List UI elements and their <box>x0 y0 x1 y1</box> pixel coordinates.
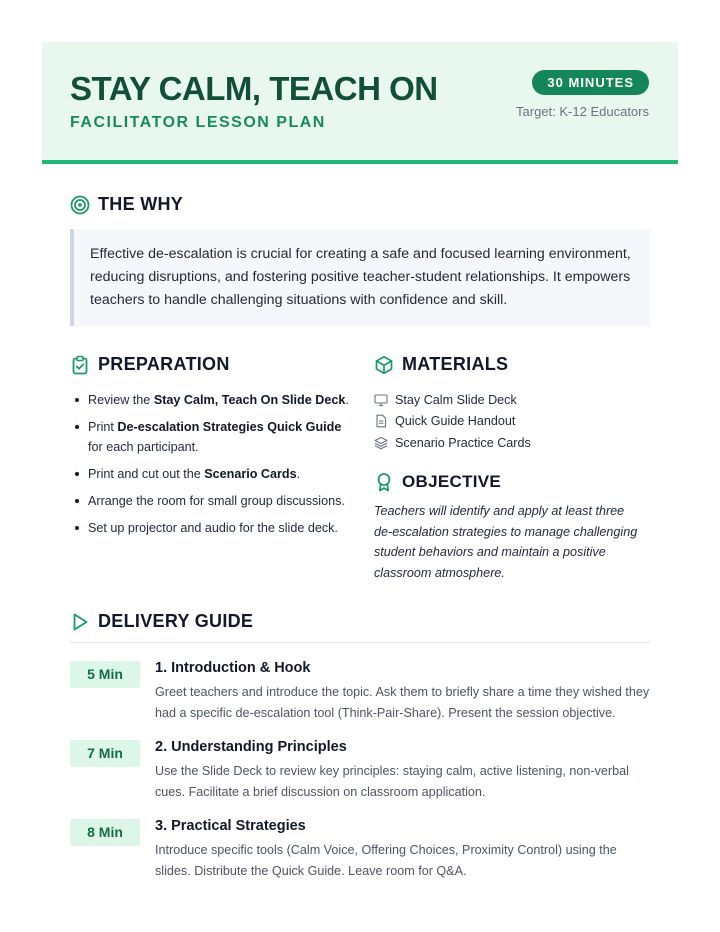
section-materials-heading <box>374 354 508 375</box>
list-item <box>374 389 531 411</box>
step-time-badge: 7 Min <box>70 740 140 767</box>
section-delivery-heading <box>70 611 253 632</box>
section-why-label: THE WHY <box>98 194 184 214</box>
list-item: Print De-escalation Strategies Quick Guide for each participant. <box>88 417 358 457</box>
step-time-badge: 5 Min <box>70 661 140 688</box>
material-label: Quick Guide Handout <box>395 414 516 429</box>
step-title: 3. Practical Strategies <box>155 818 306 834</box>
layers-icon <box>374 436 388 450</box>
section-objective-label: OBJECTIVE <box>402 472 502 491</box>
why-callout: Effective de-escalation is crucial for creating a safe and focused learning environment, reducing disruptions, and fostering positive teacher-student relationships. It empowers teachers to handle challenging situations with confidence and skill. <box>70 229 650 326</box>
monitor-icon <box>374 393 388 407</box>
clipboard-check-icon <box>70 355 90 375</box>
header-banner <box>42 42 678 164</box>
duration-badge: 30 MINUTES <box>532 70 649 95</box>
list-item: Set up projector and audio for the slide deck. <box>88 518 358 538</box>
step-description: Use the Slide Deck to review key principles: staying calm, active listening, non-verbal cues. Facilitate a brief discussion on classroom application. <box>155 764 629 799</box>
step-title: 2. Understanding Principles <box>155 739 347 755</box>
step-description: Greet teachers and introduce the topic. Ask them to briefly share a time they wished they had a specific de-escalation tool (Think-Pair-Share). Present the session objective. <box>155 685 650 720</box>
box-icon <box>374 355 394 375</box>
page-subtitle: FACILITATOR LESSON PLAN <box>70 114 326 131</box>
material-label: Stay Calm Slide Deck <box>395 392 517 407</box>
objective-text: Teachers will identify and apply at least three de-escalation strategies to manage challenging student behaviors and maintain a positive classroom atmosphere. <box>374 504 638 580</box>
list-item: Arrange the room for small group discussions. <box>88 491 358 511</box>
step-description: Introduce specific tools (Calm Voice, Offering Choices, Proximity Control) using the slides. Distribute the Quick Guide. Leave room for Q&A. <box>155 843 617 878</box>
material-label: Scenario Practice Cards <box>395 435 531 450</box>
section-preparation-label: PREPARATION <box>98 354 230 374</box>
play-icon <box>70 612 90 632</box>
page-title: STAY CALM, TEACH ON <box>70 70 438 107</box>
list-item <box>374 411 531 433</box>
list-item: Print and cut out the Scenario Cards. <box>88 464 358 484</box>
section-materials-label: MATERIALS <box>402 354 509 374</box>
list-item <box>374 432 531 454</box>
section-why-heading <box>70 194 183 215</box>
section-delivery-label: DELIVERY GUIDE <box>98 611 254 631</box>
audience-label: Target: K-12 Educators <box>516 104 649 119</box>
target-icon <box>70 195 90 215</box>
list-item: Review the Stay Calm, Teach On Slide Deck. <box>88 390 358 410</box>
section-objective-heading <box>374 472 501 492</box>
section-preparation-heading <box>70 354 230 375</box>
step-title: 1. Introduction & Hook <box>155 660 311 676</box>
lesson-plan-page <box>42 42 678 878</box>
section-divider <box>70 642 650 643</box>
step-time-badge: 8 Min <box>70 819 140 846</box>
award-icon <box>374 472 394 492</box>
document-icon <box>374 414 388 428</box>
preparation-list <box>88 390 358 545</box>
materials-list <box>374 389 531 454</box>
